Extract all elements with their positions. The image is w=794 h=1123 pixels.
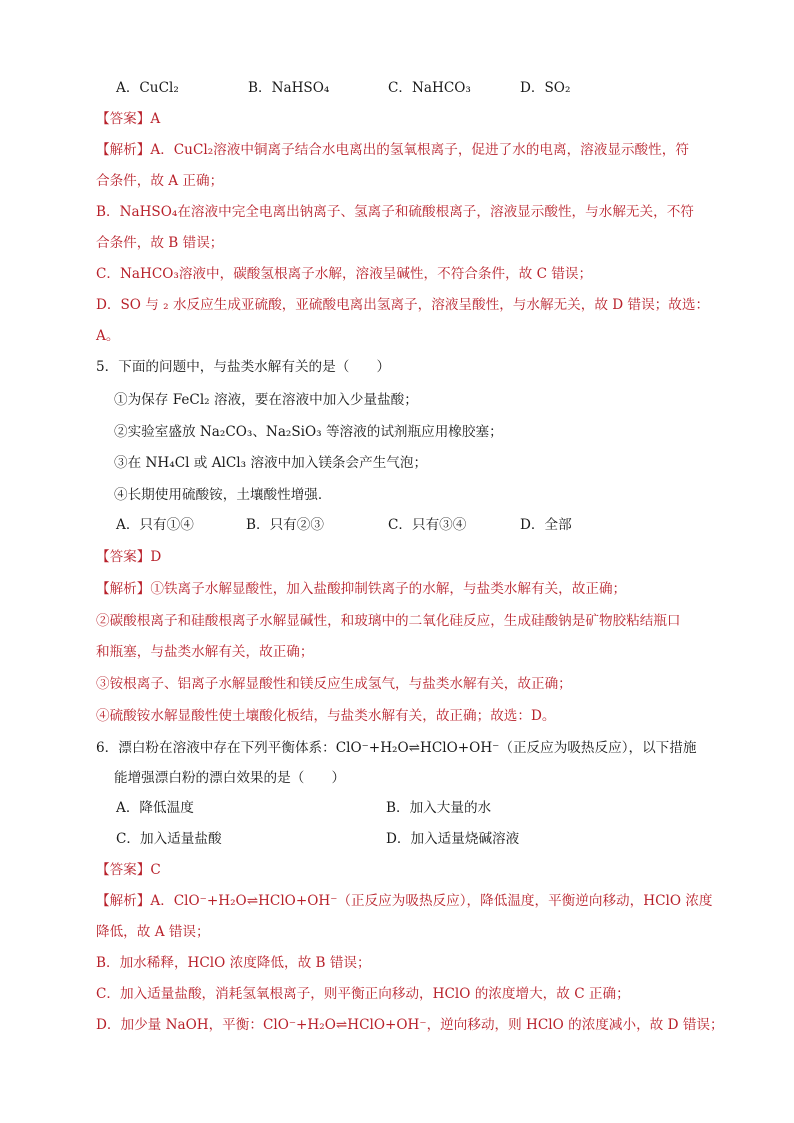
q4-option-a: A．CuCl₂ <box>116 80 179 96</box>
q5-item: ①为保存 FeCl₂ 溶液，要在溶液中加入少量盐酸； <box>114 392 418 408</box>
q5-option-d: D．全部 <box>520 517 572 533</box>
q4-analysis-line: 合条件，故 B 错误； <box>96 235 224 251</box>
q4-analysis-line: D．SO 与 ₂ 水反应生成亚硫酸，亚硫酸电离出氢离子，溶液呈酸性，与水解无关，故 D 错误；故选： <box>96 297 710 313</box>
q5-analysis-line: ④硫酸铵水解显酸性使土壤酸化板结，与盐类水解有关，故正确；故选：D。 <box>96 708 556 724</box>
q4-analysis-line: A。 <box>96 328 120 344</box>
q5-analysis-line: ②碳酸根离子和硅酸根离子水解显碱性，和玻璃中的二氧化硅反应，生成硅酸钠是矿物胶粘结瓶口 <box>96 613 681 629</box>
q5-option-b: B．只有②③ <box>246 517 324 533</box>
q4-analysis-line: 【解析】A．CuCl₂溶液中铜离子结合水电离出的氢氧根离子，促进了水的电离，溶液显示酸性，符 <box>96 142 689 158</box>
q4-analysis-line: B．NaHSO₄在溶液中完全电离出钠离子、氢离子和硫酸根离子，溶液显示酸性，与水解无关，不符 <box>96 204 694 220</box>
q5-analysis-line: 【解析】①铁离子水解显酸性，加入盐酸抑制铁离子的水解，与盐类水解有关，故正确； <box>96 581 627 597</box>
q6-analysis-line: D．加少量 NaOH，平衡：ClO⁻+H₂O⇌HClO+OH⁻，逆向移动，则 HClO 的浓度减小，故 D 错误； <box>96 1017 724 1033</box>
q5-item: ③在 NH₄Cl 或 AlCl₃ 溶液中加入镁条会产生气泡； <box>114 455 428 471</box>
q5-item: ②实验室盛放 Na₂CO₃、Na₂SiO₃ 等溶液的试剂瓶应用橡胶塞； <box>114 424 503 440</box>
q5-option-c: C．只有③④ <box>388 517 467 533</box>
q6-analysis-line: 【解析】A．ClO⁻+H₂O⇌HClO+OH⁻（正反应为吸热反应），降低温度，平衡逆向移动，HClO 浓度 <box>96 893 713 909</box>
q5-analysis-line: 和瓶塞，与盐类水解有关，故正确； <box>96 644 314 660</box>
q6-analysis-line: C．加入适量盐酸，消耗氢氧根离子，则平衡正向移动，HClO 的浓度增大，故 C 正确； <box>96 986 630 1002</box>
q6-answer: 【答案】C <box>96 862 161 878</box>
q4-analysis-line: 合条件，故 A 正确； <box>96 173 224 189</box>
q6-option-c: C．加入适量盐酸 <box>116 831 222 847</box>
q5-stem: 5．下面的问题中，与盐类水解有关的是（ ） <box>96 359 391 375</box>
q6-option-a: A．降低温度 <box>116 800 194 816</box>
q5-analysis-line: ③铵根离子、铝离子水解显酸性和镁反应生成氢气，与盐类水解有关，故正确； <box>96 676 572 692</box>
q6-stem-line: 能增强漂白粉的漂白效果的是（ ） <box>114 770 346 786</box>
q5-answer: 【答案】D <box>96 549 162 565</box>
q6-option-b: B．加入大量的水 <box>386 800 492 816</box>
q6-analysis-line: B．加水稀释，HClO 浓度降低，故 B 错误； <box>96 955 371 971</box>
q6-stem-line: 6．漂白粉在溶液中存在下列平衡体系：ClO⁻+H₂O⇌HClO+OH⁻（正反应为吸热反应），以下措施 <box>96 740 697 756</box>
q5-option-a: A．只有①④ <box>116 517 194 533</box>
q6-option-d: D．加入适量烧碱溶液 <box>386 831 520 847</box>
q4-analysis-line: C．NaHCO₃溶液中，碳酸氢根离子水解，溶液呈碱性，不符合条件，故 C 错误； <box>96 266 593 282</box>
q4-option-b: B．NaHSO₄ <box>248 80 330 96</box>
q4-option-c: C．NaHCO₃ <box>388 80 471 96</box>
q6-analysis-line: 降低，故 A 错误； <box>96 924 210 940</box>
q4-option-d: D．SO₂ <box>520 80 571 96</box>
q4-answer: 【答案】A <box>96 111 161 127</box>
q5-item: ④长期使用硫酸铵，土壤酸性增强． <box>114 487 332 503</box>
